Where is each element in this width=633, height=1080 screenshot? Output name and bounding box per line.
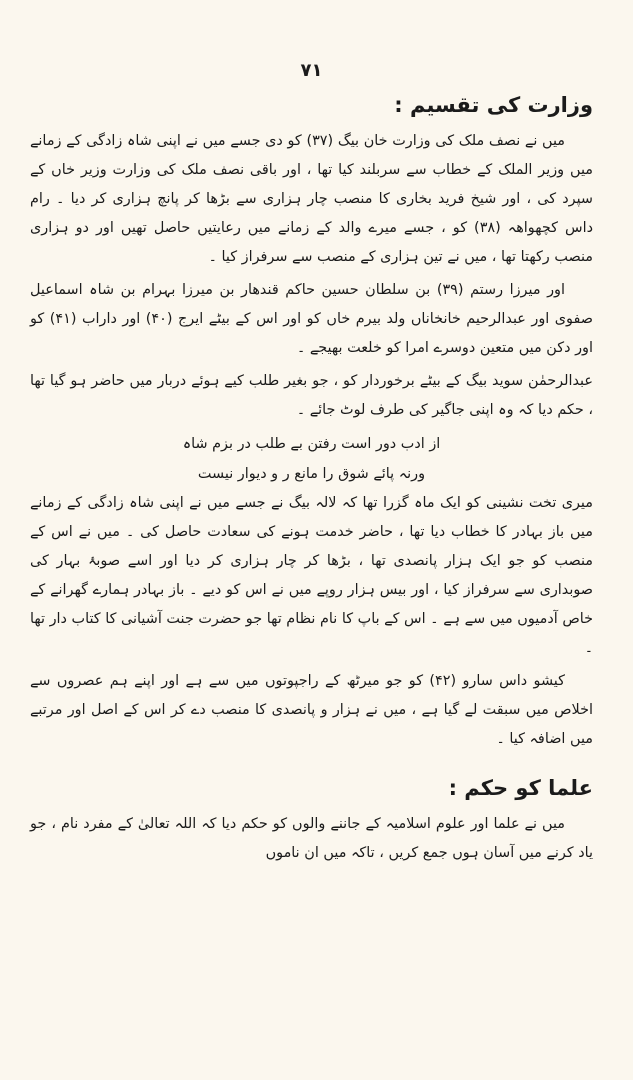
section-heading-order-to-scholars: علما کو حکم : (448, 776, 593, 800)
paragraph: میری تخت نشینی کو ایک ماہ گزرا تھا کہ لالہ بیگ نے جسے میں نے اپنی شاہ زادگی کے زمانے میں باز بہادر کا خطاب دیا تھا ، حاضر خدمت ہونے کی سعادت حاصل کی ۔ میں نے اس کے منصب کو جو ایک ہزار پانصدی تھا ، بڑھا کر چار ہزاری کر دیا اور اسے صوبۂ بہار کی صوبداری سے سرفراز کیا ، اور بیس ہزار روپے میں نے اس کو دیے ۔ باز بہادر ہمارے گھرانے کے خاص آدمیوں میں سے ہے ۔ اس کے باپ کا نام نظام تھا جو حضرت جنت آشیانی کا کتاب دار تھا ۔ (30, 495, 593, 656)
paragraph: کیشو داس سارو (۴۲) کو جو میرٹھ کے راجپوتوں میں سے ہے اور اپنے ہم عصروں سے اخلاص میں سبقت لے گیا ہے ، میں نے ہزار و پانصدی کا منصب دے کر اس کے اصل اور مرتبے میں اضافہ کیا ۔ (30, 673, 593, 747)
section-heading-ministry-division: وزارت کی تقسیم : (394, 93, 593, 117)
verse-line: ورنہ پائے شوق را مانع ر و دیوار نیست (197, 466, 426, 482)
paragraph: عبدالرحمٰن سوید بیگ کے بیٹے برخوردار کو ، جو بغیر طلب کیے ہوئے دربار میں حاضر ہو گیا تھا ، حکم دیا کہ وہ اپنی جاگیر کی طرف لوٹ جائے ۔ (30, 373, 593, 418)
paragraph: میں نے علما اور علوم اسلامیہ کے جاننے والوں کو حکم دیا کہ اللہ تعالیٰ کے مفرد نام ، جو یاد کرنے میں آسان ہوں جمع کریں ، تاکہ میں ان ناموں (30, 816, 593, 861)
verse-line: از ادب دور است رفتن بے طلب در بزم شاہ (182, 436, 441, 452)
paragraph: میں نے نصف ملک کی وزارت خان بیگ (۳۷) کو دی جسے میں نے اپنی شاہ زادگی کے زمانے میں وزیر الملک کے خطاب سے سربلند کیا تھا ، اور باقی نصف ملک کی وزارت وزیر خاں کے سپرد کی ، اور شیخ فرید بخاری کا منصب چار ہزاری سے بڑھا کر پانچ ہزاری کر دیا ۔ رام داس کچھواھہ (۳۸) کو ، جسے میرے والد کے زمانے میں رعایتیں حاصل تھیں اور دو ہزاری منصب رکھتا تھا ، میں نے تین ہزاری کے منصب سے سرفراز کیا ۔ (30, 133, 593, 265)
paragraph: اور میرزا رستم (۳۹) بن سلطان حسین حاکم قندھار بن میرزا بہرام بن شاہ اسماعیل صفوی اور عبدالرحیم خانخاناں ولد بیرم خاں کو اور اس کے بیٹے ایرج (۴۰) اور داراب (۴۱) کو اور دکن میں متعین دوسرے امرا کو خلعت بھیجے ۔ (30, 282, 593, 356)
page-number: ۷۱ (300, 60, 323, 81)
